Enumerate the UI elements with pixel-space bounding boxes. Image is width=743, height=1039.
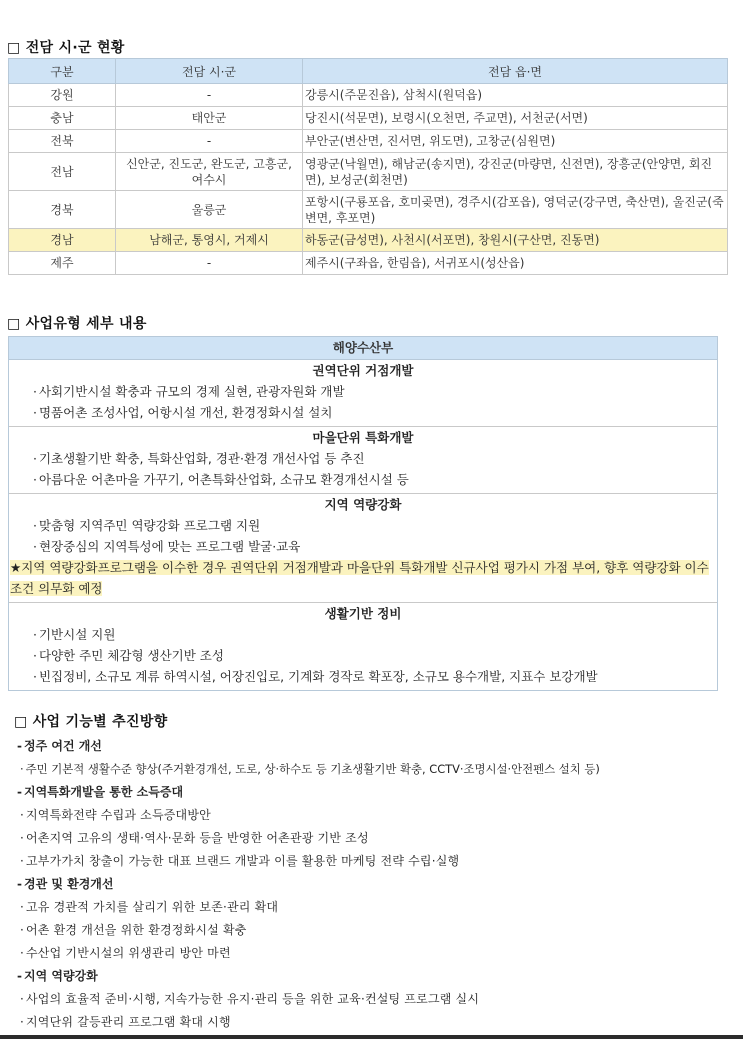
table-row-highlighted (9, 229, 728, 252)
col-header-region: 구분 (9, 59, 116, 84)
sigun-cell: 울릉군 (116, 191, 303, 229)
list-item: · 사업의 효율적 준비·시행, 지속가능한 유지·관리 등을 위한 교육·컨설팅 프로그램 실시 (14, 988, 734, 1011)
block-title: 마을단위 특화개발 (312, 430, 414, 445)
region-cell: 경북 (9, 191, 116, 229)
list-item: · 빈집정비, 소규모 계류 하역시설, 어장진입로, 기계화 경작로 확포장, 소규모 용수개발, 지표수 보강개발 (9, 666, 717, 687)
list-item: · 기반시설 지원 (9, 624, 717, 645)
region-cell: 제주 (9, 252, 116, 275)
list-item: · 아름다운 어촌마을 가꾸기, 어촌특화산업화, 소규모 환경개선시설 등 (9, 469, 717, 490)
list-item: · 주민 기본적 생활수준 향상(주거환경개선, 도로, 상·하수도 등 기초생활기반 확충, CCTV·조명시설·안전펜스 설치 등) (14, 758, 734, 781)
group-title: - 지역특화개발을 통한 소득증대 (14, 781, 734, 804)
sigun-cell: - (116, 130, 303, 153)
block-title: 권역단위 거점개발 (312, 363, 414, 378)
list-item: · 기초생활기반 확충, 특화산업화, 경관·환경 개선사업 등 추진 (9, 448, 717, 469)
table-header-row (9, 59, 728, 84)
list-item: · 명품어촌 조성사업, 어항시설 개선, 환경정화시설 설치 (9, 402, 717, 423)
list-item: · 현장중심의 지역특성에 맞는 프로그램 발굴·교육 (9, 536, 717, 557)
group-title: - 경관 및 환경개선 (14, 873, 734, 896)
list-item: · 어촌지역 고유의 생태·역사·문화 등을 반영한 어촌관광 기반 조성 (14, 827, 734, 850)
eupmyeon-cell: 부안군(변산면, 진서면, 위도면), 고창군(심원면) (303, 130, 728, 153)
list-item: · 고부가가치 창출이 가능한 대표 브랜드 개발과 이를 활용한 마케팅 전략 수립·실행 (14, 850, 734, 873)
sigun-cell: 신안군, 진도군, 완도군, 고흥군, 여수시 (116, 153, 303, 191)
eupmyeon-cell: 하동군(금성면), 사천시(서포면), 창원시(구산면, 진동면) (303, 229, 728, 252)
business-block (9, 427, 717, 494)
table-row (9, 153, 728, 191)
table-row (9, 130, 728, 153)
function-direction-list (14, 735, 734, 1034)
list-item: · 어촌 환경 개선을 위한 환경정화시설 확충 (14, 919, 734, 942)
group-title: - 지역 역량강화 (14, 965, 734, 988)
region-cell: 충남 (9, 107, 116, 130)
table-row (9, 107, 728, 130)
eupmyeon-cell: 제주시(구좌읍, 한림읍), 서귀포시(성산읍) (303, 252, 728, 275)
region-cell: 전남 (9, 153, 116, 191)
section1-title: □ 전담 시·군 현황 (7, 40, 125, 56)
business-block (9, 360, 717, 427)
bottom-divider (0, 1035, 743, 1039)
eupmyeon-cell: 포항시(구룡포읍, 호미곶면), 경주시(감포읍), 영덕군(강구면, 축산면), 울진군(죽변면, 후포면) (303, 191, 728, 229)
list-item: · 지역단위 갈등관리 프로그램 확대 시행 (14, 1011, 734, 1034)
section2-title: □ 사업유형 세부 내용 (7, 316, 147, 332)
star-note-text: ★지역 역량강화프로그램을 이수한 경우 권역단위 거점개발과 마을단위 특화개발 신규사업 평가시 가점 부여, 향후 역량강화 이수조건 의무화 예정 (10, 560, 709, 596)
col-header-eupmyeon: 전담 읍·면 (303, 59, 728, 84)
eupmyeon-cell: 영광군(낙월면), 해남군(송지면), 강진군(마량면, 신전면), 장흥군(안양면, 회진면), 보성군(회천면) (303, 153, 728, 191)
section3-title: □ 사업 기능별 추진방향 (14, 714, 168, 730)
region-cell: 경남 (9, 229, 116, 252)
ministry-header: 해양수산부 (9, 337, 717, 360)
list-item: · 고유 경관적 가치를 살리기 위한 보존·관리 확대 (14, 896, 734, 919)
business-type-table (8, 336, 718, 691)
table-row (9, 191, 728, 229)
group-title: - 정주 여건 개선 (14, 735, 734, 758)
list-item: · 지역특화전략 수립과 소득증대방안 (14, 804, 734, 827)
list-item: · 다양한 주민 체감형 생산기반 조성 (9, 645, 717, 666)
table-row (9, 84, 728, 107)
block-title: 지역 역량강화 (324, 497, 402, 512)
sigun-cell: - (116, 84, 303, 107)
eupmyeon-cell: 강릉시(주문진읍), 삼척시(원덕읍) (303, 84, 728, 107)
regional-table (8, 58, 728, 275)
sigun-cell: 남해군, 통영시, 거제시 (116, 229, 303, 252)
list-item: · 사회기반시설 확충과 규모의 경제 실현, 관광자원화 개발 (9, 381, 717, 402)
col-header-sigun: 전담 시·군 (116, 59, 303, 84)
business-block (9, 603, 717, 690)
sigun-cell: 태안군 (116, 107, 303, 130)
star-note (9, 557, 717, 599)
business-block (9, 494, 717, 603)
table-row (9, 252, 728, 275)
list-item: · 맞춤형 지역주민 역량강화 프로그램 지원 (9, 515, 717, 536)
eupmyeon-cell: 당진시(석문면), 보령시(오천면, 주교면), 서천군(서면) (303, 107, 728, 130)
block-title: 생활기반 정비 (324, 606, 402, 621)
region-cell: 전북 (9, 130, 116, 153)
region-cell: 강원 (9, 84, 116, 107)
list-item: · 수산업 기반시설의 위생관리 방안 마련 (14, 942, 734, 965)
sigun-cell: - (116, 252, 303, 275)
